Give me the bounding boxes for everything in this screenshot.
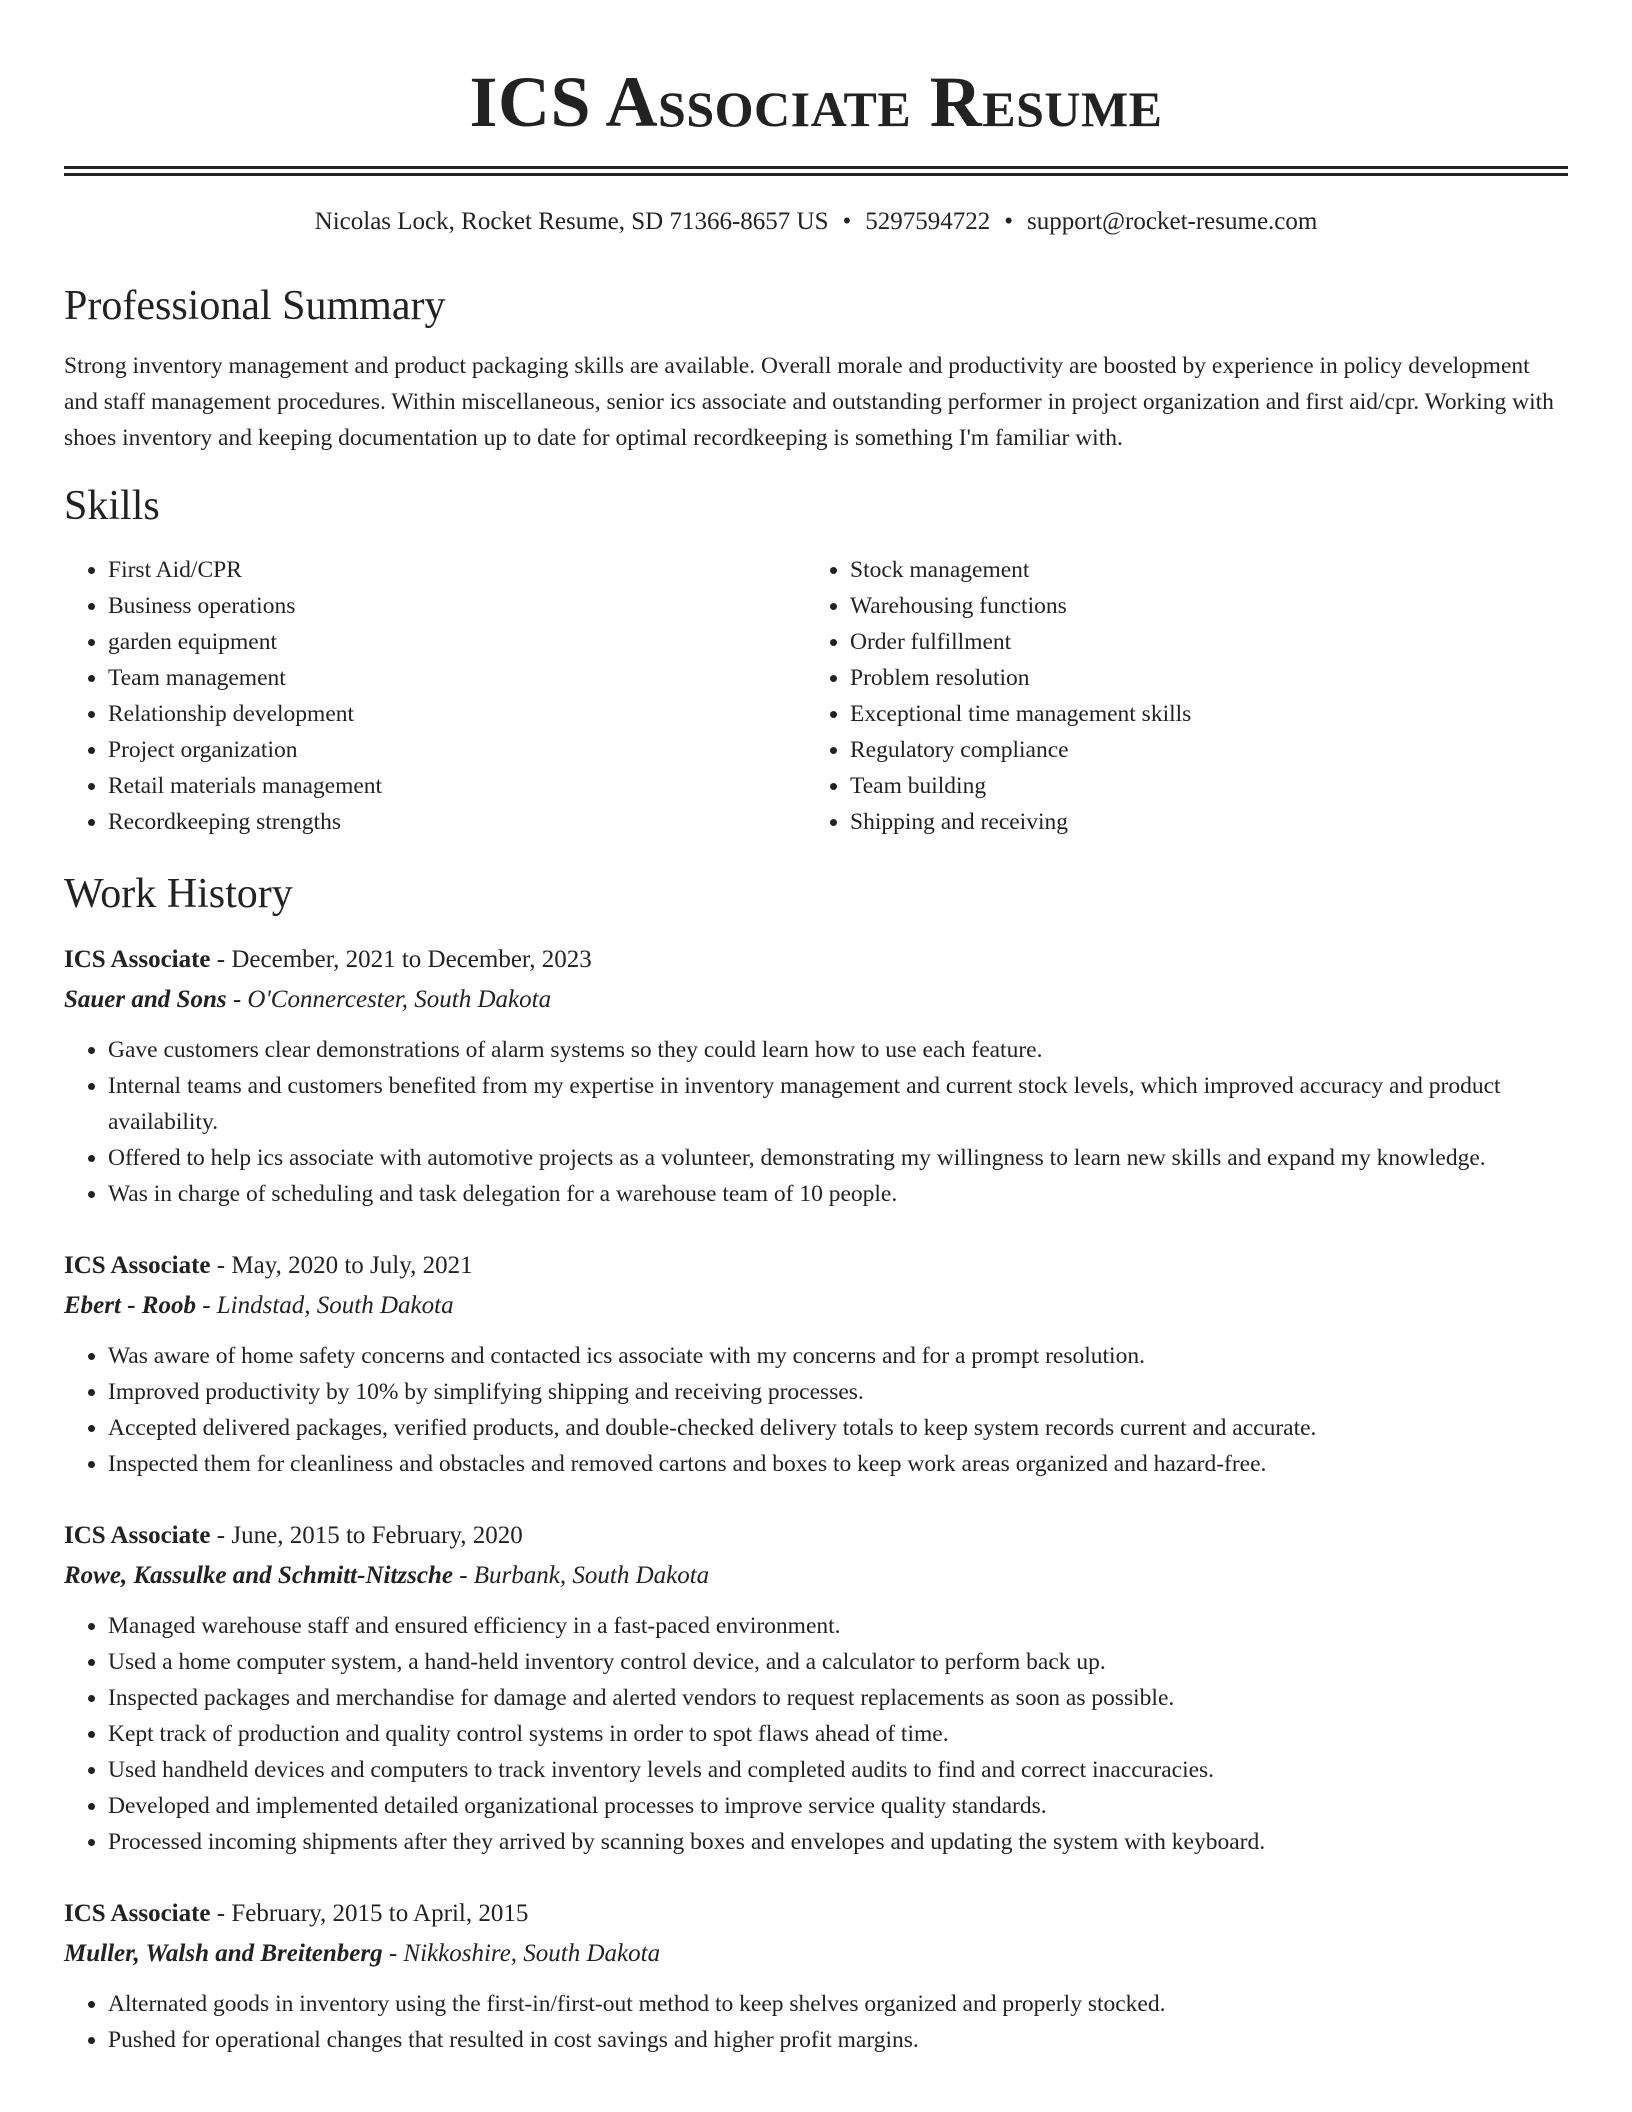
- job-title-line: [64, 1248, 1568, 1284]
- skill-item: • Business operations: [108, 588, 806, 624]
- job-bullet: • Used a home computer system, a hand-held inventory control device, and a calculator to perform back up.: [108, 1644, 1568, 1680]
- skills-columns: [64, 552, 1568, 840]
- company-location: - Nikkoshire, South Dakota: [382, 1940, 661, 1967]
- company-line: [64, 982, 1568, 1018]
- summary-text: Strong inventory management and product packaging skills are available. Overall morale and productivity are boosted by experience in policy development and staff management procedures. Within miscellaneous, senior ics associate and outstanding performer in project organization and first aid/cpr. Working with shoes inventory and keeping documentation up to date for optimal recordkeeping is something I'm familiar with.: [64, 353, 1554, 451]
- job-dates: - February, 2015 to April, 2015: [210, 1900, 529, 1927]
- skill-item: • Exceptional time management skills: [850, 696, 1548, 732]
- job-bullet: • Was aware of home safety concerns and contacted ics associate with my concerns and for a prompt resolution.: [108, 1338, 1568, 1374]
- company-line: [64, 1936, 1568, 1972]
- job-entry: [64, 942, 1568, 1212]
- company-location: - Lindstad, South Dakota: [195, 1292, 454, 1319]
- job-title: ICS Associate: [64, 946, 211, 973]
- skill-item: • Shipping and receiving: [850, 804, 1548, 840]
- job-title: ICS Associate: [64, 1252, 211, 1279]
- job-bullet: • Internal teams and customers benefited from my expertise in inventory management and current stock levels, which improved accuracy and product availability.: [108, 1068, 1568, 1140]
- skills-list-left: [64, 552, 806, 840]
- contact-line: [64, 206, 1568, 238]
- company-name: Ebert - Roob: [64, 1292, 196, 1319]
- company-name: Rowe, Kassulke and Schmitt-Nitzsche: [64, 1562, 453, 1589]
- job-dates: - May, 2020 to July, 2021: [210, 1252, 473, 1279]
- job-bullets: [64, 1032, 1568, 1212]
- company-line: [64, 1288, 1568, 1324]
- company-location: - Burbank, South Dakota: [452, 1562, 710, 1589]
- skill-item: • Project organization: [108, 732, 806, 768]
- contact-phone: 5297594722: [865, 208, 991, 235]
- skill-item: • Stock management: [850, 552, 1548, 588]
- job-title: ICS Associate: [64, 1522, 211, 1549]
- contact-separator: •: [842, 208, 852, 235]
- job-bullet: • Offered to help ics associate with automotive projects as a volunteer, demonstrating my willingness to learn new skills and expand my knowledge.: [108, 1140, 1568, 1176]
- company-line: [64, 1558, 1568, 1594]
- job-title-line: [64, 942, 1568, 978]
- contact-email: support@rocket-resume.com: [1027, 208, 1318, 235]
- resume-title: ICS Associate Resume: [469, 62, 1163, 142]
- job-bullet: • Inspected them for cleanliness and obstacles and removed cartons and boxes to keep work areas organized and hazard-free.: [108, 1446, 1568, 1482]
- skill-item: • First Aid/CPR: [108, 552, 806, 588]
- job-dates: - December, 2021 to December, 2023: [210, 946, 592, 973]
- skill-item: • Regulatory compliance: [850, 732, 1548, 768]
- job-bullet: • Gave customers clear demonstrations of alarm systems so they could learn how to use each feature.: [108, 1032, 1568, 1068]
- title-double-rule: [64, 166, 1568, 176]
- job-bullet: • Used handheld devices and computers to track inventory levels and completed audits to find and correct inaccuracies.: [108, 1752, 1568, 1788]
- skill-item: • Warehousing functions: [850, 588, 1548, 624]
- job-bullet: • Kept track of production and quality control systems in order to spot flaws ahead of time.: [108, 1716, 1568, 1752]
- company-name: Sauer and Sons: [64, 986, 227, 1013]
- job-bullet: • Managed warehouse staff and ensured efficiency in a fast-paced environment.: [108, 1608, 1568, 1644]
- skill-item: • Recordkeeping strengths: [108, 804, 806, 840]
- job-bullet: • Pushed for operational changes that resulted in cost savings and higher profit margins.: [108, 2022, 1568, 2058]
- company-location: - O'Connercester, South Dakota: [226, 986, 552, 1013]
- job-bullets: [64, 1338, 1568, 1482]
- skill-item: • Team building: [850, 768, 1548, 804]
- job-bullet: • Developed and implemented detailed organizational processes to improve service quality standards.: [108, 1788, 1568, 1824]
- job-entry: [64, 1518, 1568, 1860]
- job-dates: - June, 2015 to February, 2020: [210, 1522, 523, 1549]
- skill-item: • Order fulfillment: [850, 624, 1548, 660]
- company-name: Muller, Walsh and Breitenberg: [64, 1940, 383, 1967]
- job-bullet: • Alternated goods in inventory using the first-in/first-out method to keep shelves organized and properly stocked.: [108, 1986, 1568, 2022]
- skill-item: • Retail materials management: [108, 768, 806, 804]
- skill-item: • Problem resolution: [850, 660, 1548, 696]
- job-bullets: [64, 1986, 1568, 2058]
- contact-address: Nicolas Lock, Rocket Resume, SD 71366-8657 US: [314, 208, 829, 235]
- skills-list-right: [806, 552, 1548, 840]
- job-title: ICS Associate: [64, 1900, 211, 1927]
- job-entry: [64, 1896, 1568, 2058]
- job-bullet: • Processed incoming shipments after they arrived by scanning boxes and envelopes and updating the system with keyboard.: [108, 1824, 1568, 1860]
- work-history-heading: Work History: [64, 871, 293, 917]
- skill-item: • Team management: [108, 660, 806, 696]
- job-bullet: • Was in charge of scheduling and task delegation for a warehouse team of 10 people.: [108, 1176, 1568, 1212]
- job-entry: [64, 1248, 1568, 1482]
- job-bullets: [64, 1608, 1568, 1860]
- job-bullet: • Inspected packages and merchandise for damage and alerted vendors to request replacements as soon as possible.: [108, 1680, 1568, 1716]
- job-title-line: [64, 1518, 1568, 1554]
- job-bullet: • Accepted delivered packages, verified products, and double-checked delivery totals to keep system records current and accurate.: [108, 1410, 1568, 1446]
- job-bullet: • Improved productivity by 10% by simplifying shipping and receiving processes.: [108, 1374, 1568, 1410]
- skill-item: • Relationship development: [108, 696, 806, 732]
- job-title-line: [64, 1896, 1568, 1932]
- summary-heading: Professional Summary: [64, 283, 446, 329]
- contact-separator: •: [1004, 208, 1014, 235]
- skill-item: • garden equipment: [108, 624, 806, 660]
- skills-heading: Skills: [64, 483, 160, 529]
